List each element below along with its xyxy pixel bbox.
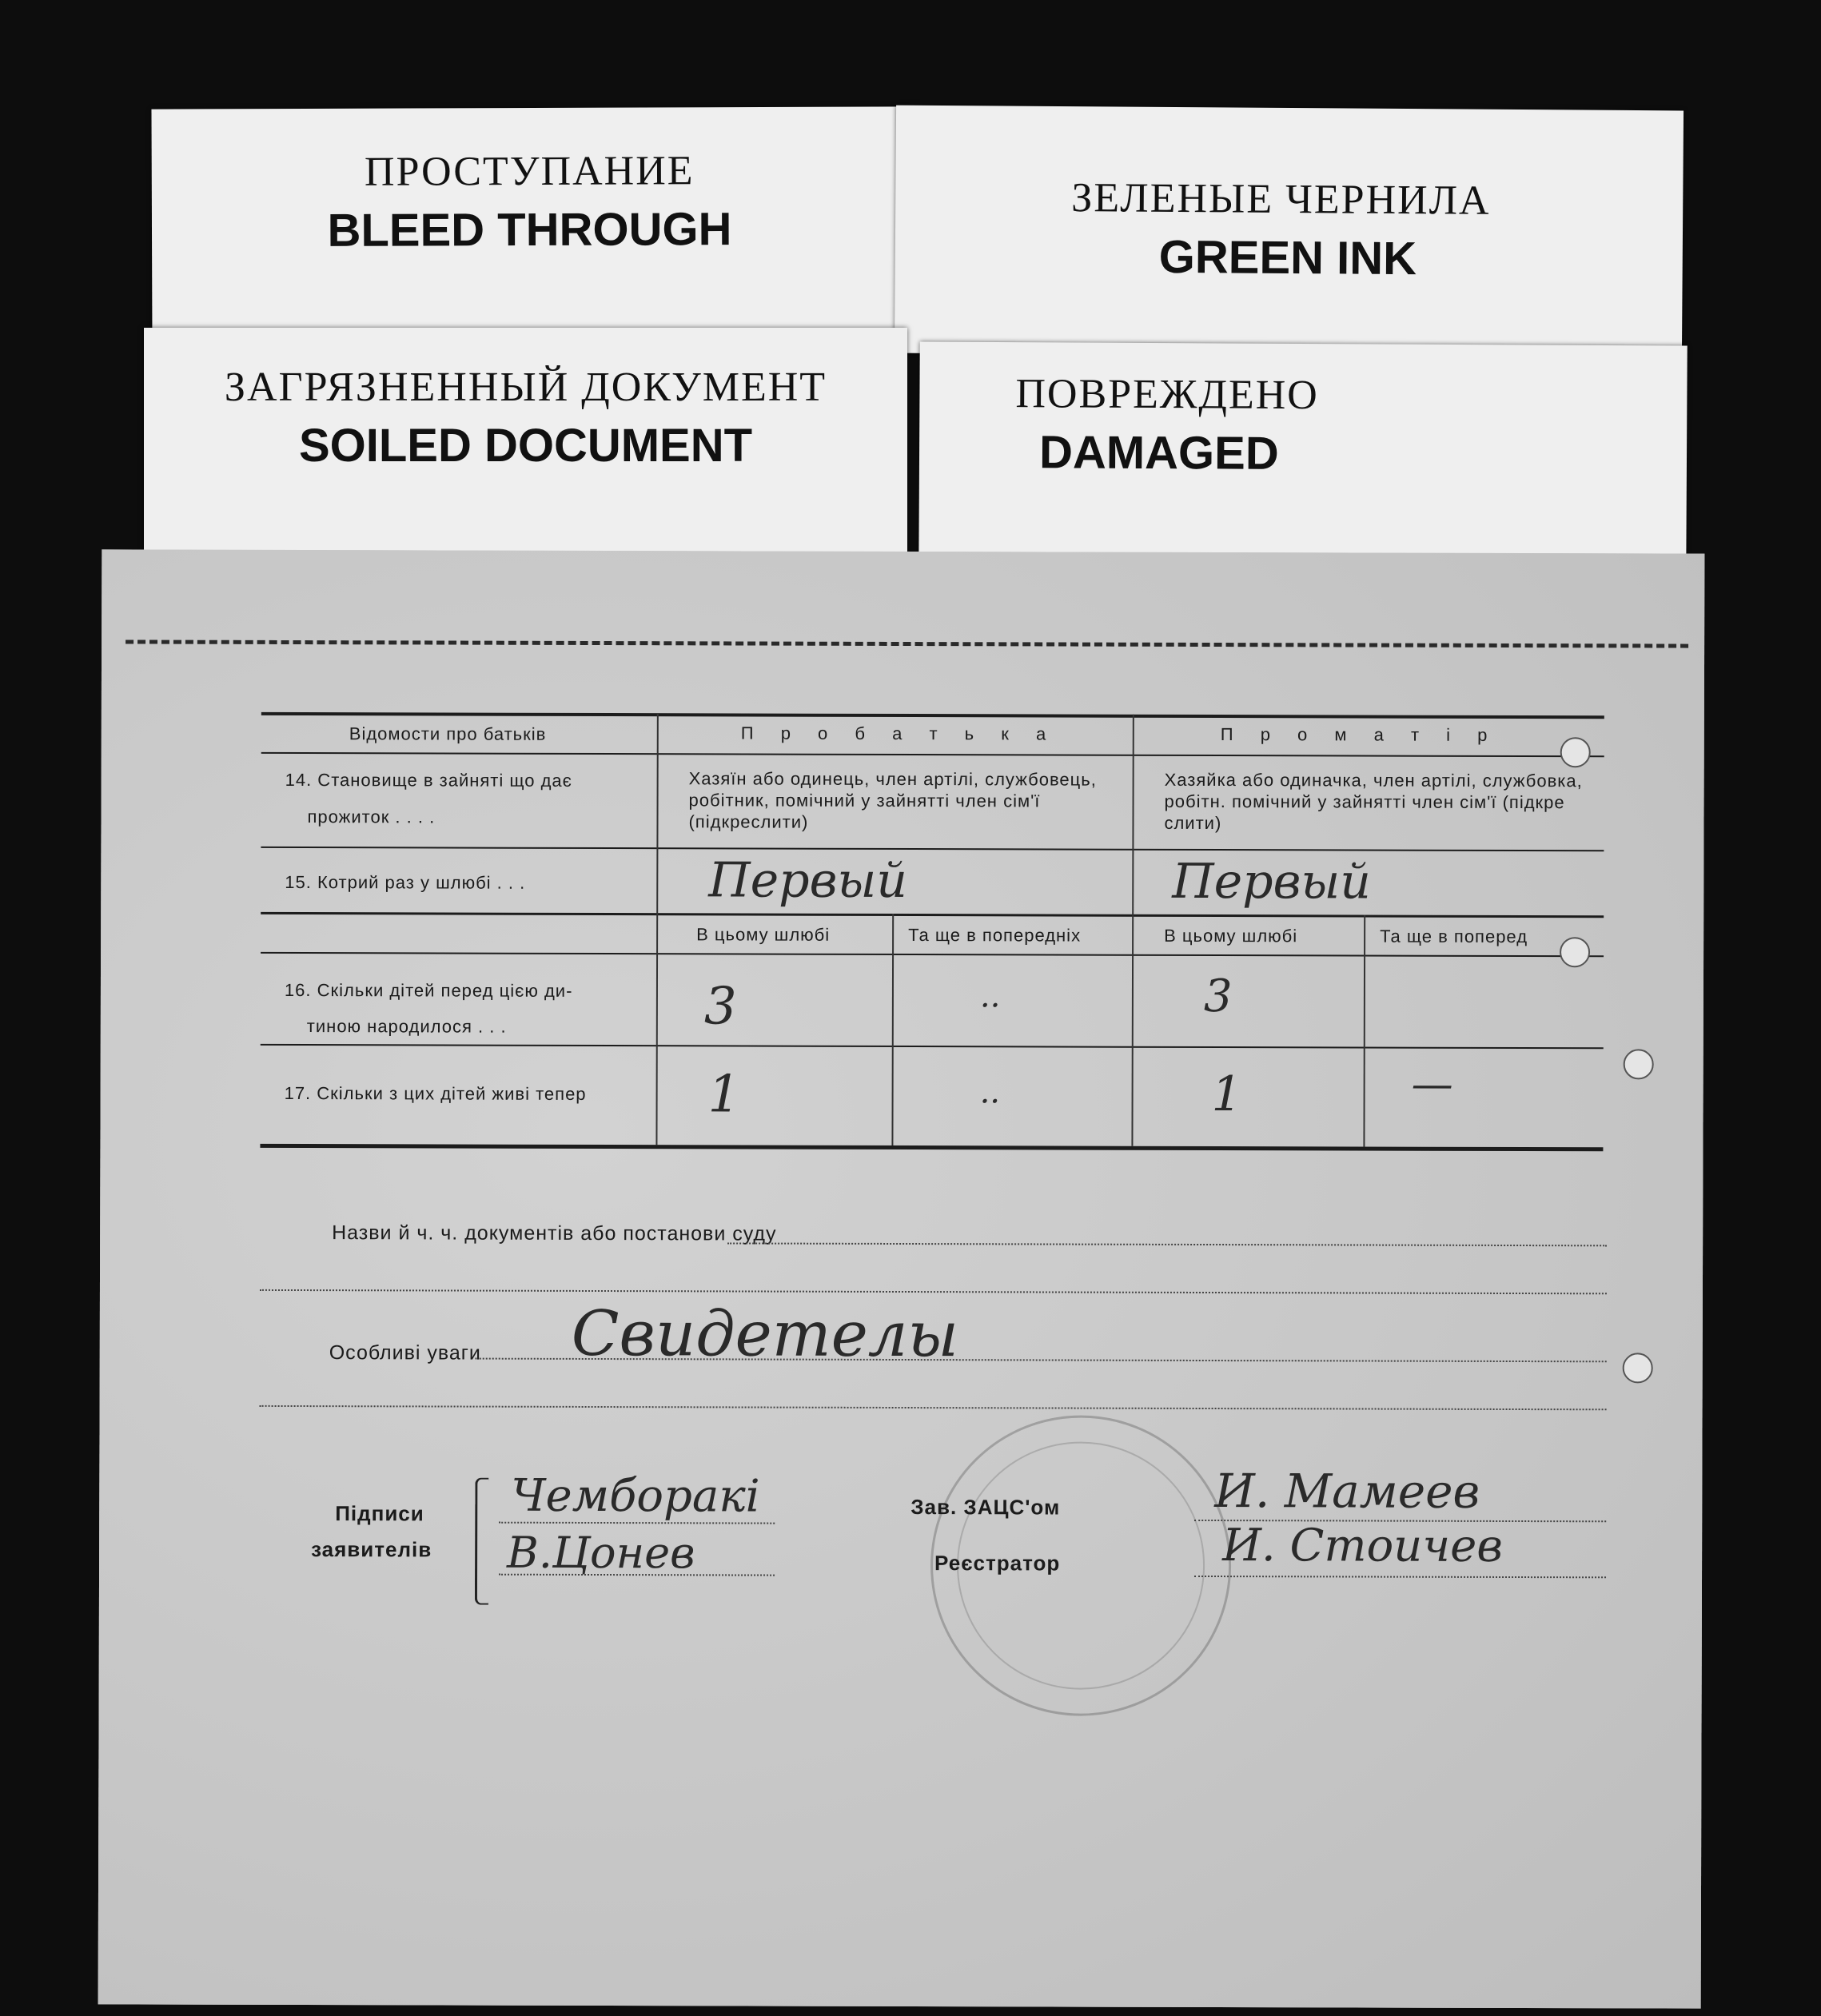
table-rule xyxy=(261,952,1604,957)
table-rule xyxy=(261,1044,1604,1049)
card-en-text: BLEED THROUGH xyxy=(327,203,732,257)
documents-label: Назви й ч. ч. документів або постанови суду xyxy=(332,1221,777,1245)
subheader-this-marriage-father: В цьому шлюбі xyxy=(696,924,831,945)
subheader-previous-father: Та ще в попередніх xyxy=(908,925,1082,946)
registration-form-sheet xyxy=(98,549,1705,2008)
binding-hole xyxy=(1560,937,1590,967)
row16-mother-this: 3 xyxy=(1203,970,1233,1023)
card-en-text: DAMAGED xyxy=(1038,426,1279,480)
table-rule xyxy=(261,712,1604,719)
subheader-previous-mother: Та ще в поперед xyxy=(1380,926,1528,947)
row16-father-prev: .. xyxy=(979,978,1001,1015)
binding-hole xyxy=(1624,1049,1654,1079)
row14-label: 14. Становище в зайняті що дає xyxy=(285,769,572,791)
card-en-text: GREEN INK xyxy=(1158,230,1417,285)
row15-label: 15. Котрий раз у шлюбі . . . xyxy=(285,871,526,893)
documents-line-2 xyxy=(260,1289,1607,1294)
notes-label: Особливі уваги xyxy=(329,1341,481,1365)
column-divider xyxy=(891,914,894,1145)
binding-hole xyxy=(1623,1353,1653,1383)
card-ru-text: ПРОСТУПАНИЕ xyxy=(364,148,695,195)
documents-line xyxy=(727,1242,1607,1246)
row15-mother-value: Первый xyxy=(1172,853,1372,910)
card-ru-text: ЗАГРЯЗНЕННЫЙ ДОКУМЕНТ xyxy=(224,365,827,410)
row15-father-value: Первый xyxy=(708,852,908,910)
label-card-soiled-document xyxy=(144,328,907,560)
head-of-registry-signature: И. Мамеев xyxy=(1214,1464,1480,1519)
label-card-damaged xyxy=(918,341,1688,577)
card-ru-text: ЗЕЛЕНЫЕ ЧЕРНИЛА xyxy=(1071,175,1491,224)
applicant-signature-1: Чемборакі xyxy=(511,1469,760,1523)
card-en-text: SOILED DOCUMENT xyxy=(298,420,753,472)
column-divider xyxy=(1131,715,1134,1146)
table-rule xyxy=(260,1144,1603,1151)
column-divider xyxy=(655,713,658,1145)
header-about-mother: П р о м а т і р xyxy=(1220,724,1499,745)
applicant-signature-2: В.Цонев xyxy=(507,1527,695,1579)
perforation-line xyxy=(126,639,1688,647)
signatures-bracket xyxy=(475,1478,488,1605)
head-of-registry-label: Зав. ЗАЦС'ом xyxy=(910,1495,1061,1520)
header-parents-info: Відомости про батьків xyxy=(349,723,547,744)
row17-label: 17. Скільки з цих дітей живі тепер xyxy=(284,1082,587,1104)
row14-mother-options: Хазяйка або одиначка, член артілі, службовка, робітн. помічний у зайнятті член сім'ї (підкре слити) xyxy=(1164,769,1583,834)
parents-info-table xyxy=(261,712,1604,1125)
row14-father-options: Хазяїн або одинець, член артілі, службовець, робітник, помічний у зайнятті член сім'ї (підкреслити) xyxy=(688,768,1097,832)
row14-label-cont: прожиток . . . . xyxy=(307,807,436,827)
row16-label: 16. Скільки дітей перед цією ди- xyxy=(284,979,573,1001)
row16-label-cont: тиною народилося . . . xyxy=(306,1016,507,1037)
row17-mother-prev: — xyxy=(1411,1060,1453,1109)
label-card-bleed-through xyxy=(151,106,907,353)
row16-father-this: 3 xyxy=(703,977,737,1037)
registrar-signature: И. Стоичев xyxy=(1222,1520,1503,1572)
registrar-signature-line xyxy=(1194,1576,1606,1578)
table-rule xyxy=(261,847,1604,851)
row17-mother-this: 1 xyxy=(1211,1066,1242,1123)
binding-hole xyxy=(1560,737,1591,767)
header-about-father: П р о б а т ь к а xyxy=(740,723,1058,744)
signatures-label-cont: заявителів xyxy=(311,1537,432,1562)
signature-line-1 xyxy=(499,1522,775,1524)
label-card-green-ink xyxy=(895,106,1684,359)
row17-father-this: 1 xyxy=(707,1065,741,1125)
signatures-label: Підписи xyxy=(335,1501,424,1526)
column-divider xyxy=(1363,915,1365,1147)
table-rule xyxy=(261,752,1604,757)
notes-value: Свидетелы xyxy=(571,1297,959,1372)
row17-father-prev: .. xyxy=(979,1074,1001,1111)
notes-line-2 xyxy=(260,1405,1607,1410)
table-rule xyxy=(261,912,1604,918)
subheader-this-marriage-mother: В цьому шлюбі xyxy=(1164,925,1298,946)
card-ru-text: ПОВРЕЖДЕНО xyxy=(1015,371,1319,419)
registrar-label: Реєстратор xyxy=(934,1551,1061,1576)
